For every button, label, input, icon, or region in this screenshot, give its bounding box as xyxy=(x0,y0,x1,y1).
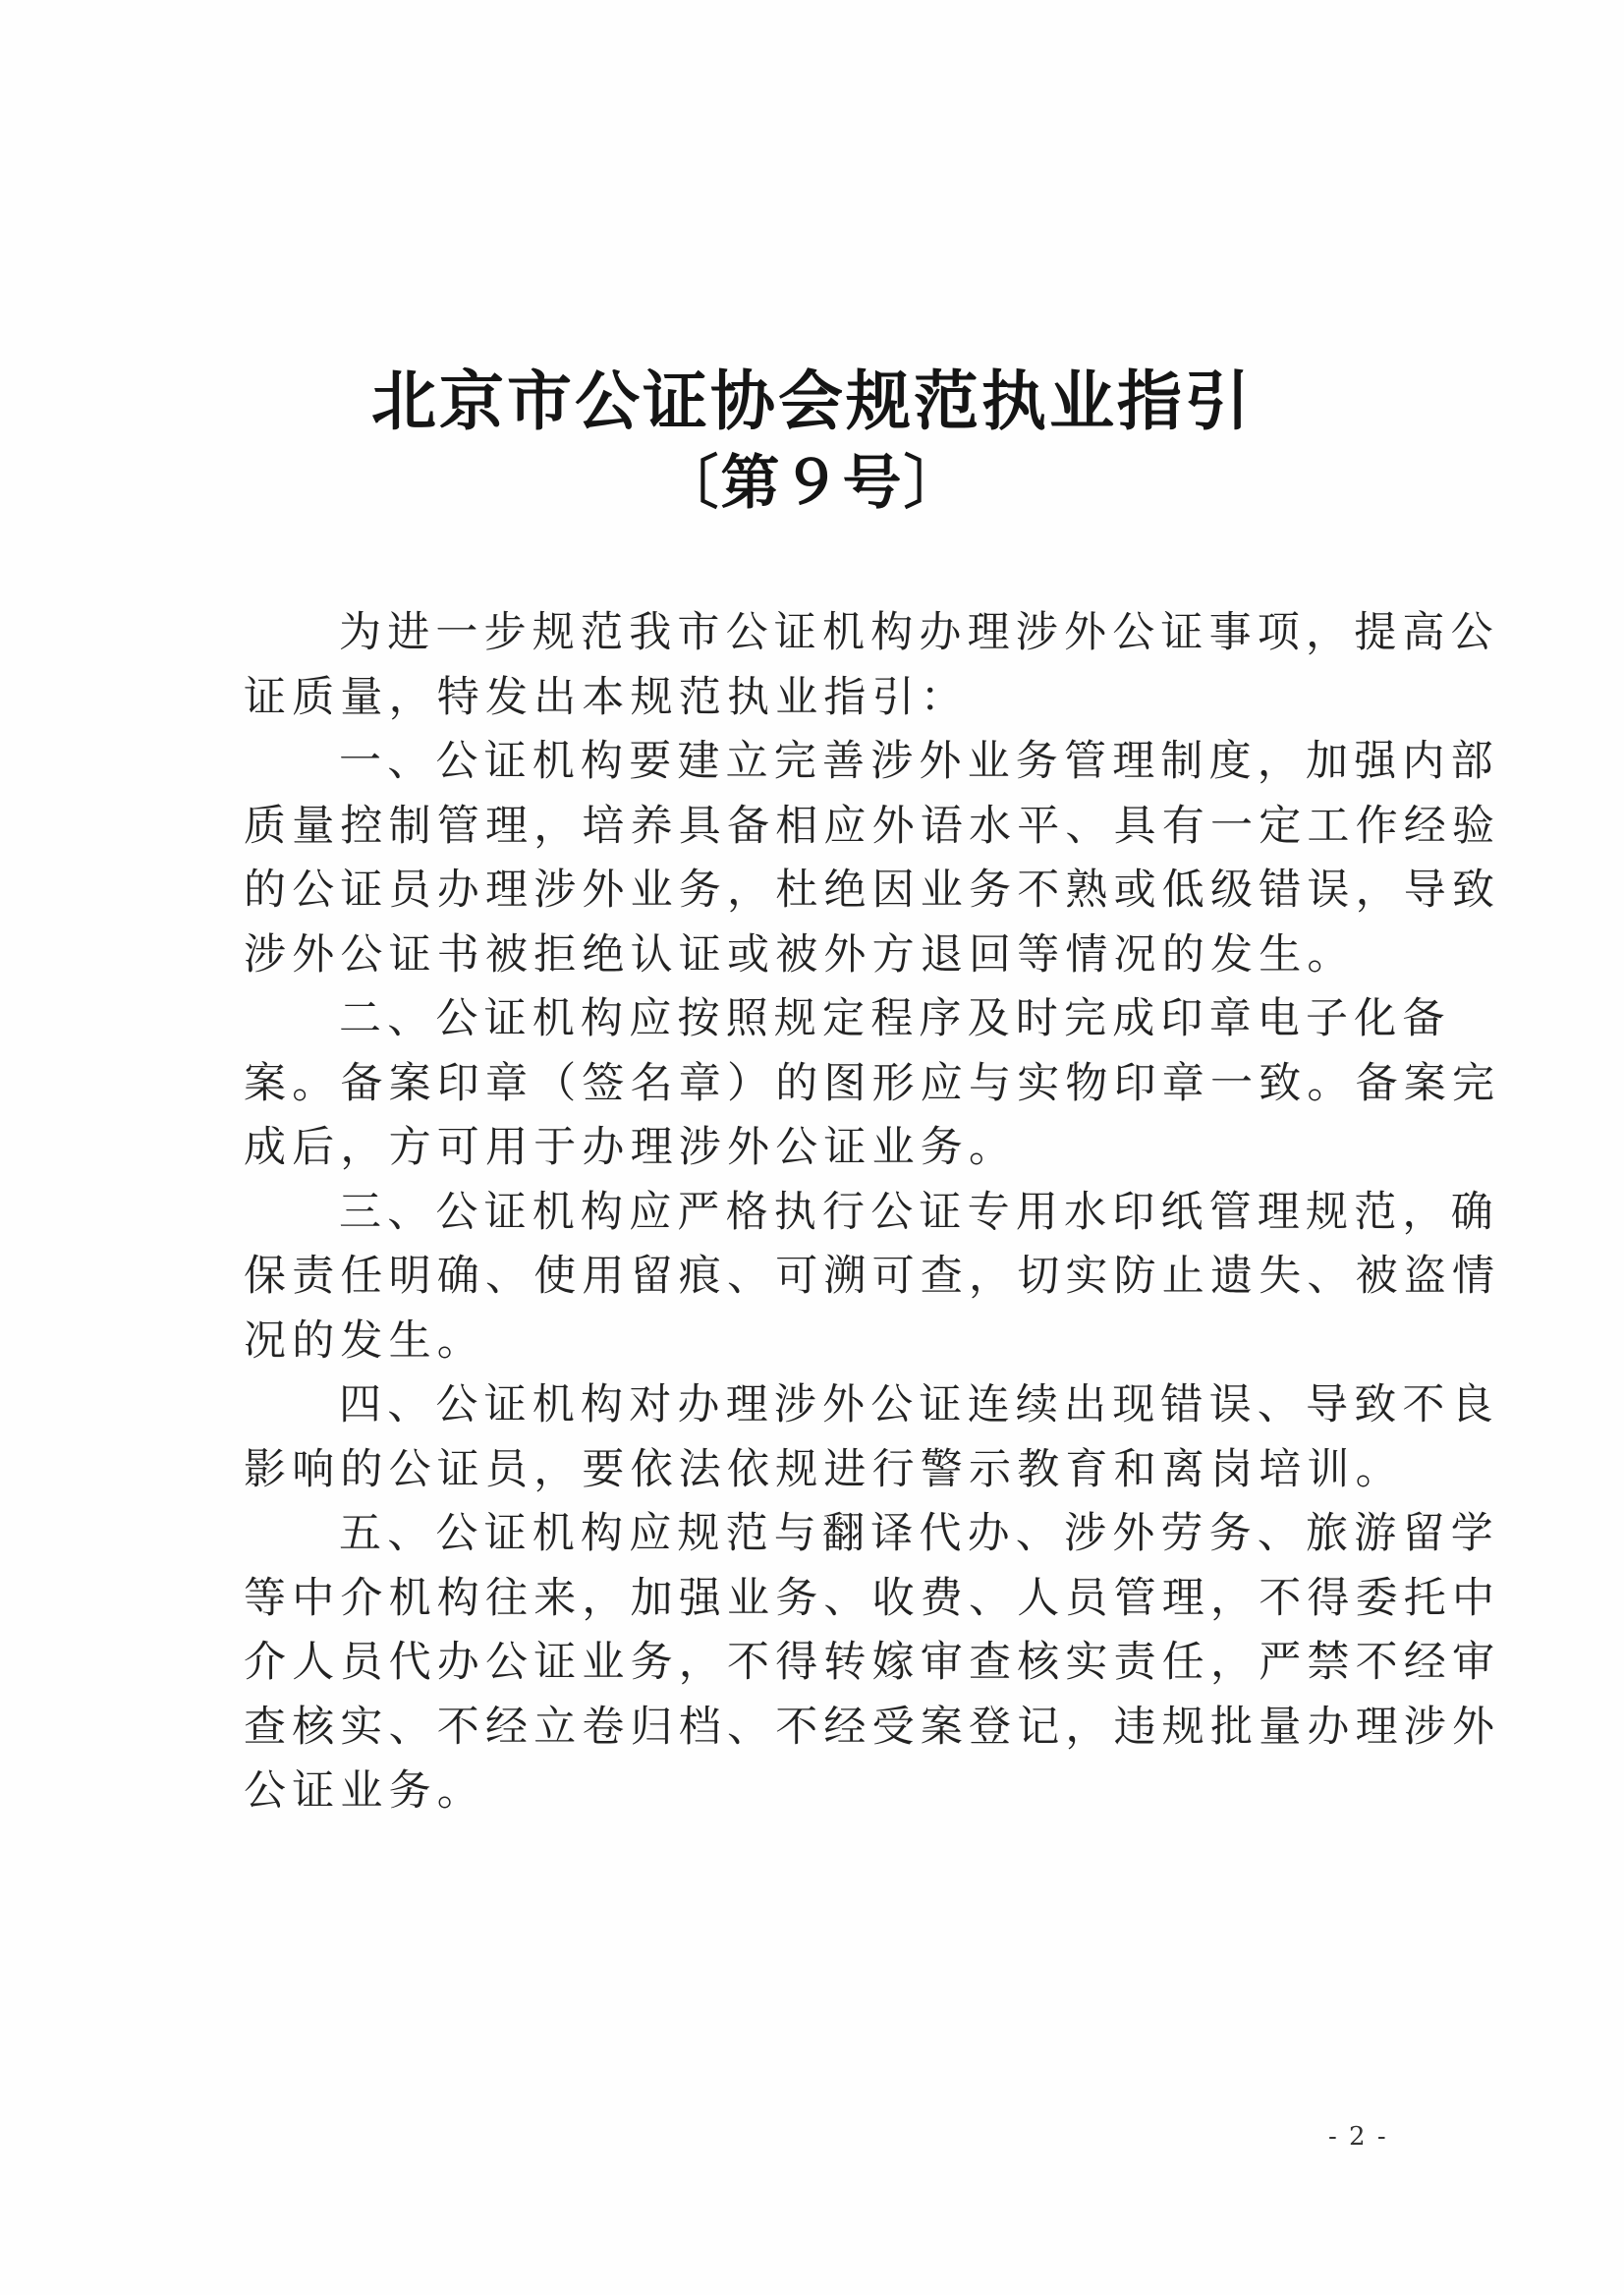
body-line: 质量控制管理，培养具备相应外语水平、具有一定工作经验 xyxy=(244,801,1501,851)
body-line: 介人员代办公证业务，不得转嫁审查核实责任，严禁不经审 xyxy=(244,1638,1501,1687)
document-body xyxy=(244,601,1501,1824)
body-line: 成后，方可用于办理涉外公证业务。 xyxy=(244,1123,1018,1172)
document-title: 北京市公证协会规范执业指引 xyxy=(371,363,1253,439)
body-line: 等中介机构往来，加强业务、收费、人员管理，不得委托中 xyxy=(244,1573,1501,1623)
body-line: 保责任明确、使用留痕、可溯可查，切实防止遗失、被盗情 xyxy=(244,1252,1501,1301)
body-line: 四、公证机构对办理涉外公证连续出现错误、导致不良 xyxy=(339,1380,1499,1429)
body-line: 查核实、不经立卷归档、不经受案登记，违规批量办理涉外 xyxy=(244,1702,1501,1752)
body-line: 涉外公证书被拒绝认证或被外方退回等情况的发生。 xyxy=(244,929,1356,980)
body-line: 一、公证机构要建立完善涉外业务管理制度，加强内部 xyxy=(339,737,1499,786)
body-line: 三、公证机构应严格执行公证专用水印纸管理规范，确 xyxy=(339,1187,1499,1237)
body-line: 公证业务。 xyxy=(244,1766,485,1816)
body-line: 的公证员办理涉外业务，杜绝因业务不熟或低级错误，导致 xyxy=(244,866,1501,915)
body-line: 影响的公证员，要依法依规进行警示教育和离岗培训。 xyxy=(244,1444,1404,1494)
body-line: 案。备案印章（签名章）的图形应与实物印章一致。备案完 xyxy=(244,1058,1501,1108)
document-number: 〔第９号〕 xyxy=(659,449,965,518)
body-line: 况的发生。 xyxy=(244,1315,485,1366)
body-line: 为进一步规范我市公证机构办理涉外公证事项，提高公 xyxy=(339,608,1499,657)
body-line: 证质量，特发出本规范执业指引： xyxy=(244,672,969,722)
page-number: - 2 - xyxy=(1328,2122,1388,2152)
body-line: 五、公证机构应规范与翻译代办、涉外劳务、旅游留学 xyxy=(339,1509,1499,1558)
body-line: 二、公证机构应按照规定程序及时完成印章电子化备 xyxy=(339,994,1451,1043)
